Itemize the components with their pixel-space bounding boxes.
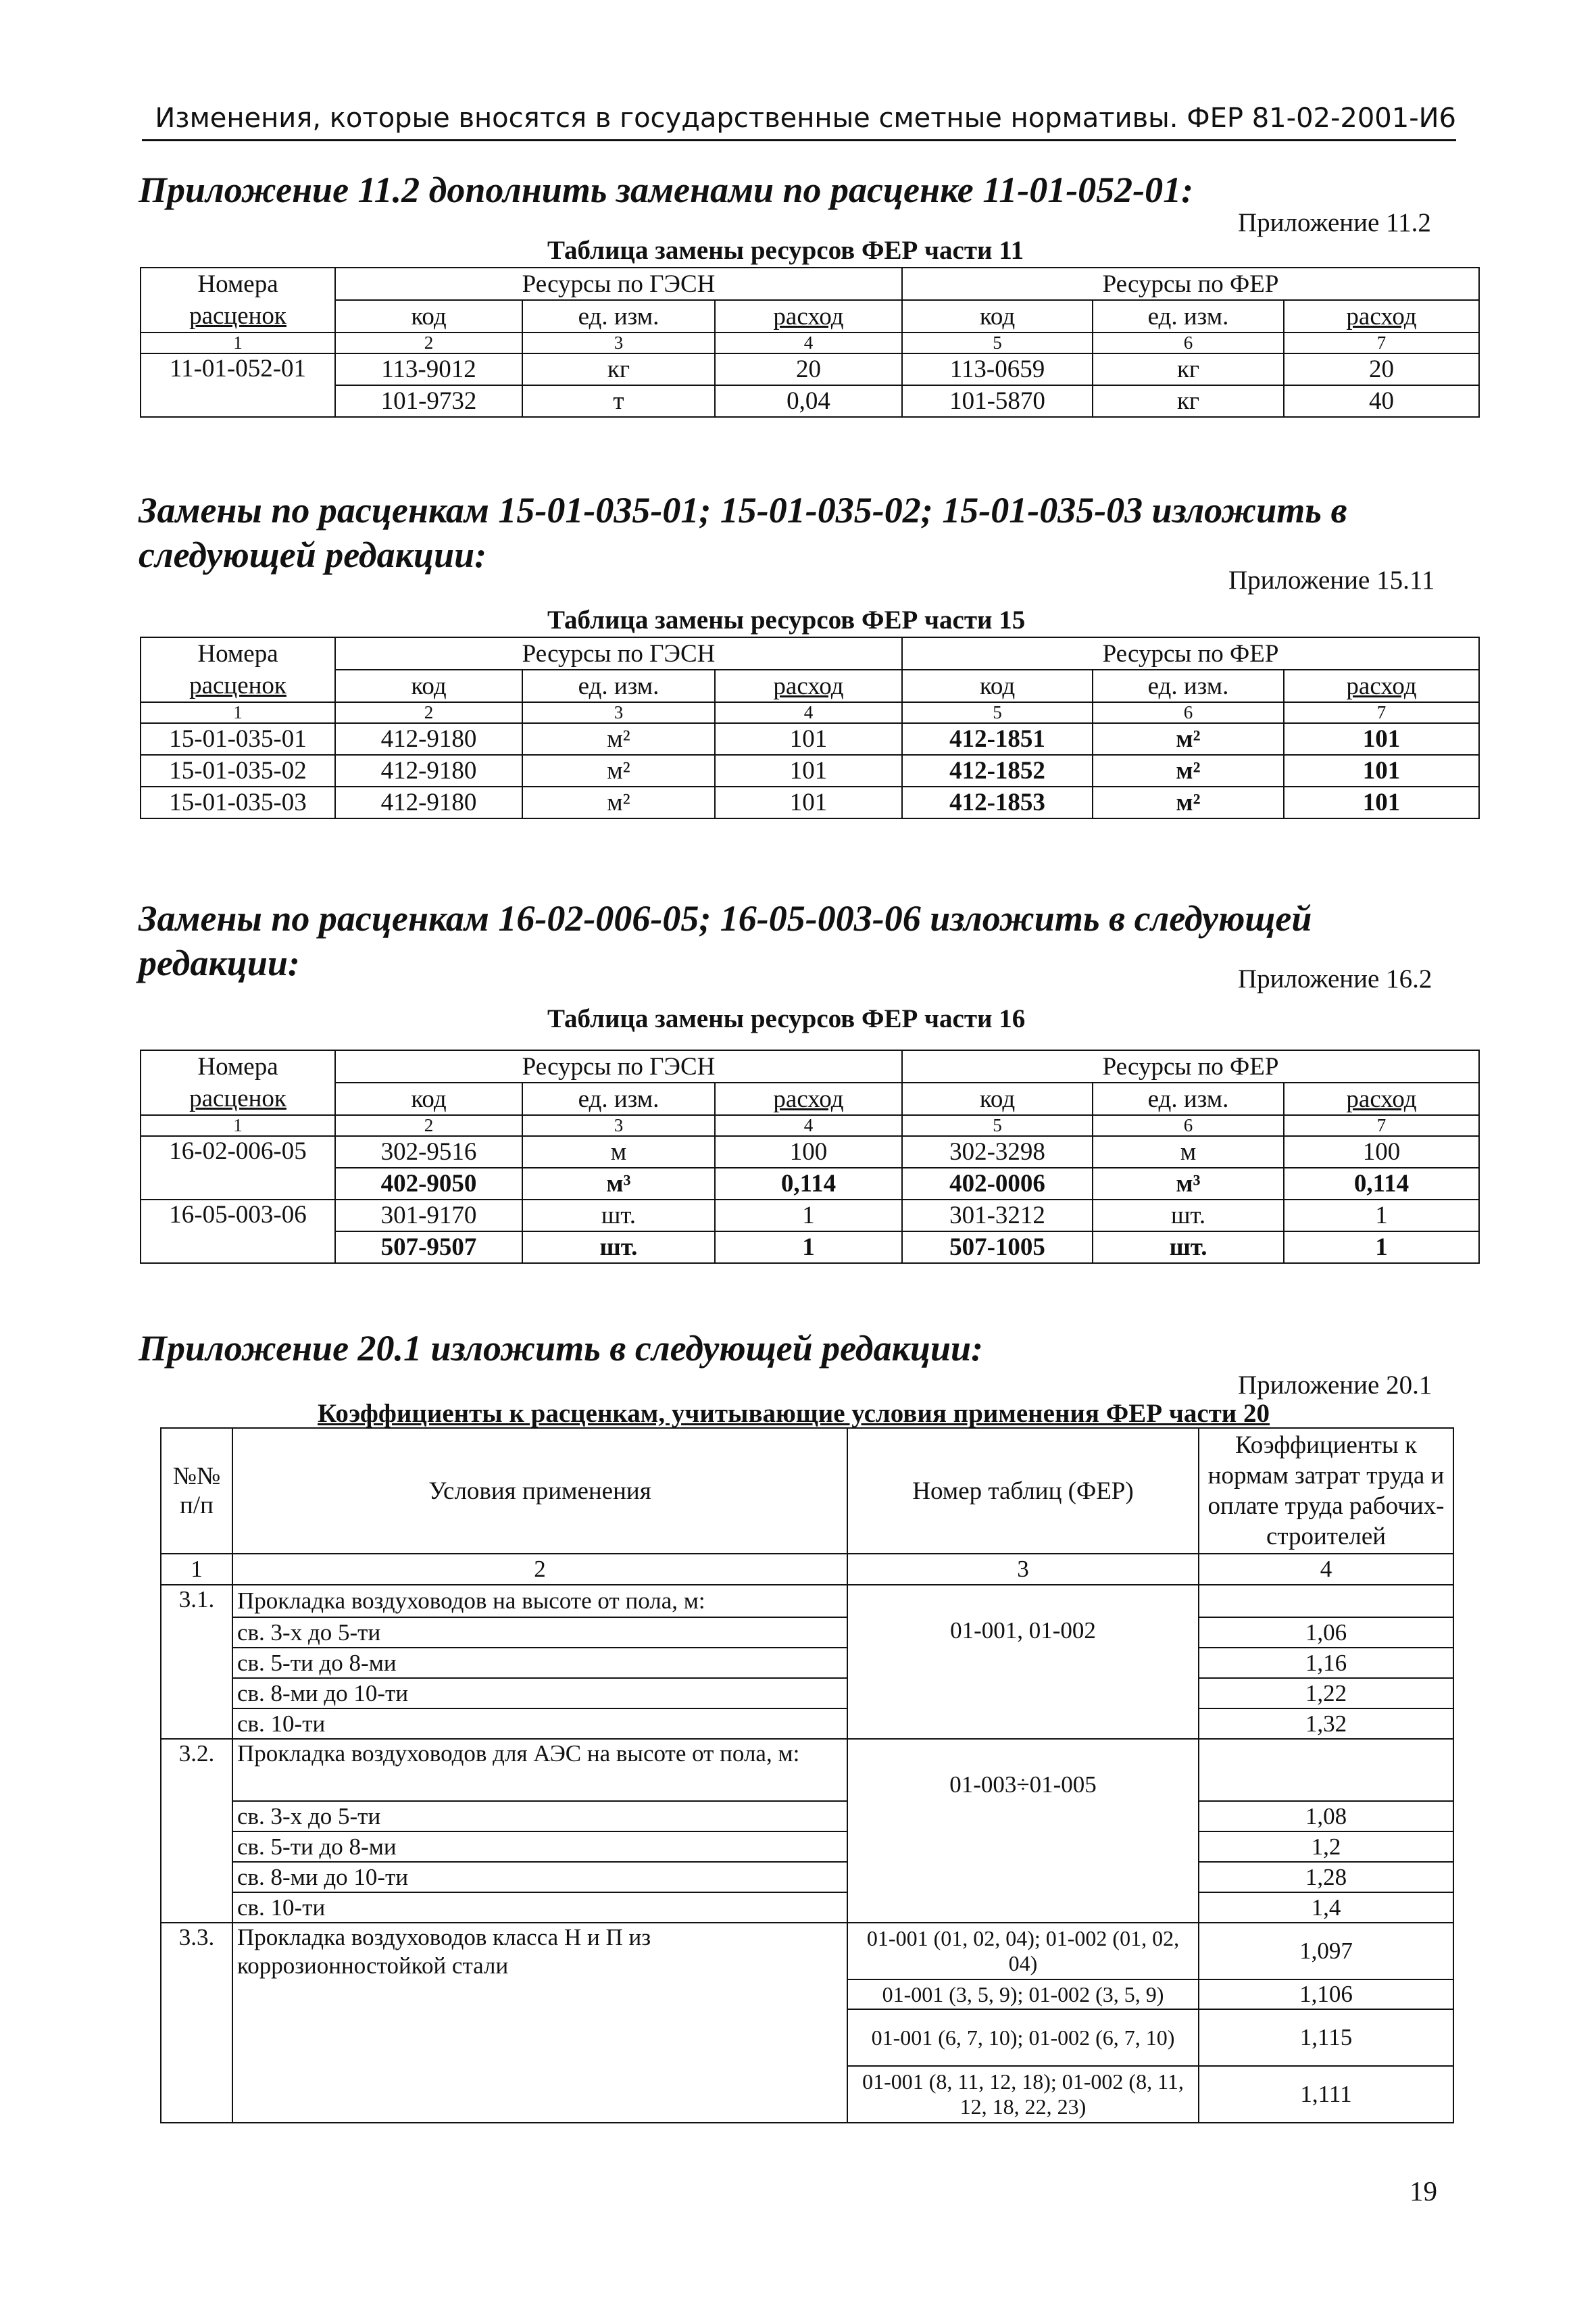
gesn-qty: 101: [715, 723, 902, 755]
condition-text: Прокладка воздуховодов для АЭС на высоте от пола, м:: [232, 1739, 847, 1801]
gesn-code: 301-9170: [335, 1200, 522, 1231]
gesn-code: 507-9507: [335, 1231, 522, 1263]
table-row: [141, 1136, 1479, 1168]
col-header-fer: Ресурсы по ФЕР: [902, 268, 1479, 300]
fer-qty: 101: [1284, 755, 1479, 787]
col-number: 3: [847, 1554, 1199, 1585]
coefficient-value: 1,06: [1199, 1617, 1453, 1648]
col-header-qty: расход: [1284, 670, 1479, 702]
col-header-number: Номера: [141, 637, 335, 670]
col-header-qty: расход: [1284, 300, 1479, 333]
table-title-16: Таблица замены ресурсов ФЕР части 16: [547, 1004, 1026, 1033]
fer-code: 113-0659: [902, 353, 1093, 385]
table-row: [141, 385, 1479, 417]
price-code: 15-01-035-03: [141, 787, 335, 818]
col-number: 1: [141, 702, 335, 723]
col-number: 5: [902, 333, 1093, 353]
fer-unit: шт.: [1093, 1200, 1284, 1231]
replacement-table-15: [140, 637, 1480, 819]
row-number: 3.3.: [161, 1923, 232, 2123]
col-header-fer: Ресурсы по ФЕР: [902, 637, 1479, 670]
fer-code: 412-1853: [902, 787, 1093, 818]
gesn-unit: т: [522, 385, 715, 417]
col-header-qty: расход: [715, 300, 902, 333]
fer-unit: м: [1093, 1136, 1284, 1168]
col-header-code: код: [902, 300, 1093, 333]
fer-unit: м³: [1093, 1168, 1284, 1200]
coefficient-value: 1,4: [1199, 1892, 1453, 1923]
price-code: 16-02-006-05: [141, 1136, 335, 1200]
condition-text: св. 5-ти до 8-ми: [232, 1648, 847, 1678]
col-number: 2: [335, 702, 522, 723]
price-code: 16-05-003-06: [141, 1200, 335, 1263]
fer-code: 412-1851: [902, 723, 1093, 755]
col-number: 2: [335, 1115, 522, 1136]
table-row: [141, 353, 1479, 385]
fer-qty: 101: [1284, 723, 1479, 755]
coefficient-value: 1,32: [1199, 1708, 1453, 1739]
section-heading-15: Замены по расценкам 15-01-035-01; 15-01-035-02; 15-01-035-03 изложить в следующей редакции:: [139, 490, 1347, 575]
coefficient-value: 1,22: [1199, 1678, 1453, 1708]
fer-unit: кг: [1093, 385, 1284, 417]
col-number: 4: [715, 333, 902, 353]
gesn-unit: шт.: [522, 1231, 715, 1263]
condition-text: св. 10-ти: [232, 1708, 847, 1739]
col-number: 6: [1093, 702, 1284, 723]
col-header-unit: ед. изм.: [522, 670, 715, 702]
table-row: [161, 1739, 1453, 1801]
coefficients-table-20: [160, 1427, 1454, 2123]
col-header-number-2: расценок: [141, 300, 335, 333]
replacement-table-16: [140, 1050, 1480, 1264]
price-code: 15-01-035-02: [141, 755, 335, 787]
gesn-qty: 20: [715, 353, 902, 385]
gesn-qty: 0,114: [715, 1168, 902, 1200]
annex-label-20-1: Приложение 20.1: [1238, 1371, 1432, 1400]
condition-text: св. 5-ти до 8-ми: [232, 1831, 847, 1862]
col-number: 1: [141, 1115, 335, 1136]
col-header-unit: ед. изм.: [522, 300, 715, 333]
fer-code: 302-3298: [902, 1136, 1093, 1168]
gesn-code: 402-9050: [335, 1168, 522, 1200]
col-header-code: код: [902, 670, 1093, 702]
col-header-gesn: Ресурсы по ГЭСН: [335, 637, 902, 670]
fer-table-numbers: 01-001 (8, 11, 12, 18); 01-002 (8, 11, 12, 18, 22, 23): [847, 2066, 1199, 2123]
section-heading-11-2: Приложение 11.2 дополнить заменами по расценке 11-01-052-01:: [139, 170, 1194, 210]
col-header-number-2: расценок: [141, 670, 335, 702]
table-row: [141, 1168, 1479, 1200]
fer-unit: м²: [1093, 787, 1284, 818]
col-number: 2: [335, 333, 522, 353]
col-header-code: код: [335, 1083, 522, 1115]
gesn-unit: м²: [522, 723, 715, 755]
fer-code: 402-0006: [902, 1168, 1093, 1200]
gesn-code: 302-9516: [335, 1136, 522, 1168]
coefficient-value: 1,2: [1199, 1831, 1453, 1862]
fer-code: 101-5870: [902, 385, 1093, 417]
col-number: 5: [902, 702, 1093, 723]
table-row: [141, 755, 1479, 787]
col-header-code: код: [902, 1083, 1093, 1115]
gesn-code: 101-9732: [335, 385, 522, 417]
table-row: [161, 1801, 1453, 1831]
condition-text: Прокладка воздуховодов на высоте от пола, м:: [232, 1585, 847, 1617]
coefficient-value: 1,111: [1199, 2066, 1453, 2123]
table-row: [161, 1585, 1453, 1617]
table-row: [161, 1708, 1453, 1739]
col-header-code: код: [335, 300, 522, 333]
fer-unit: м²: [1093, 723, 1284, 755]
fer-table-numbers: 01-003÷01-005: [847, 1739, 1199, 1923]
col-number: 4: [1199, 1554, 1453, 1585]
col-number: 6: [1093, 333, 1284, 353]
fer-code: 301-3212: [902, 1200, 1093, 1231]
coefficient-value: 1,106: [1199, 1979, 1453, 2009]
gesn-unit: кг: [522, 353, 715, 385]
table-row: [161, 1831, 1453, 1862]
condition-text: Прокладка воздуховодов класса Н и П из коррозионностойкой стали: [232, 1923, 847, 2123]
fer-qty: 40: [1284, 385, 1479, 417]
table-title-15: Таблица замены ресурсов ФЕР части 15: [547, 606, 1026, 635]
fer-unit: м²: [1093, 755, 1284, 787]
table-row: [161, 1892, 1453, 1923]
col-number: 7: [1284, 1115, 1479, 1136]
price-code: 11-01-052-01: [141, 353, 335, 417]
gesn-unit: м³: [522, 1168, 715, 1200]
fer-unit: кг: [1093, 353, 1284, 385]
annex-label-16-2: Приложение 16.2: [1238, 964, 1432, 993]
gesn-code: 113-9012: [335, 353, 522, 385]
col-header-gesn: Ресурсы по ГЭСН: [335, 1050, 902, 1083]
fer-table-numbers: 01-001, 01-002: [847, 1585, 1199, 1739]
table-title-11: Таблица замены ресурсов ФЕР части 11: [547, 236, 1024, 265]
section-heading-16: Замены по расценкам 16-02-006-05; 16-05-003-06 изложить в следующей редакции:: [139, 898, 1312, 983]
annex-label-15-11: Приложение 15.11: [1228, 566, 1435, 595]
condition-text: св. 8-ми до 10-ти: [232, 1862, 847, 1892]
condition-text: св. 3-х до 5-ти: [232, 1801, 847, 1831]
table-title-20: Коэффициенты к расценкам, учитывающие условия применения ФЕР части 20: [318, 1399, 1270, 1428]
col-header-number: Номера: [141, 1050, 335, 1083]
fer-qty: 1: [1284, 1200, 1479, 1231]
coefficient-value: 1,16: [1199, 1648, 1453, 1678]
section-heading-20-1: Приложение 20.1 изложить в следующей редакции:: [139, 1328, 984, 1369]
table-row: [161, 1678, 1453, 1708]
gesn-qty: 1: [715, 1231, 902, 1263]
fer-table-numbers: 01-001 (01, 02, 04); 01-002 (01, 02, 04): [847, 1923, 1199, 1979]
fer-table-numbers: 01-001 (3, 5, 9); 01-002 (3, 5, 9): [847, 1979, 1199, 2009]
gesn-qty: 1: [715, 1200, 902, 1231]
gesn-code: 412-9180: [335, 755, 522, 787]
col-number: 7: [1284, 702, 1479, 723]
col-number: 6: [1093, 1115, 1284, 1136]
coefficient-value: 1,115: [1199, 2009, 1453, 2066]
col-header-coefficients: Коэффициенты к нормам затрат труда и оплате труда рабочих-строителей: [1199, 1428, 1453, 1554]
row-number: 3.1.: [161, 1585, 232, 1739]
running-header: Изменения, которые вносятся в государственные сметные нормативы. ФЕР 81-02-2001-И6: [142, 99, 1456, 141]
table-row: [161, 1862, 1453, 1892]
col-header-number: Номера: [141, 268, 335, 300]
col-header-unit: ед. изм.: [1093, 300, 1284, 333]
col-header-qty: расход: [1284, 1083, 1479, 1115]
col-header-qty: расход: [715, 670, 902, 702]
fer-qty: 100: [1284, 1136, 1479, 1168]
gesn-code: 412-9180: [335, 787, 522, 818]
page-number: 19: [1410, 2175, 1437, 2207]
condition-text: св. 8-ми до 10-ти: [232, 1678, 847, 1708]
table-row: [141, 1200, 1479, 1231]
col-header-unit: ед. изм.: [1093, 670, 1284, 702]
gesn-qty: 100: [715, 1136, 902, 1168]
fer-code: 412-1852: [902, 755, 1093, 787]
fer-table-numbers: 01-001 (6, 7, 10); 01-002 (6, 7, 10): [847, 2009, 1199, 2066]
table-row: [141, 1231, 1479, 1263]
fer-unit: шт.: [1093, 1231, 1284, 1263]
col-header-fer: Ресурсы по ФЕР: [902, 1050, 1479, 1083]
gesn-qty: 101: [715, 755, 902, 787]
col-number: 3: [522, 333, 715, 353]
price-code: 15-01-035-01: [141, 723, 335, 755]
col-number: 1: [141, 333, 335, 353]
col-number: 1: [161, 1554, 232, 1585]
coefficient-value: 1,08: [1199, 1801, 1453, 1831]
col-header-no: №№ п/п: [161, 1428, 232, 1554]
fer-qty: 20: [1284, 353, 1479, 385]
condition-text: св. 10-ти: [232, 1892, 847, 1923]
table-row: [161, 1648, 1453, 1678]
condition-text: св. 3-х до 5-ти: [232, 1617, 847, 1648]
col-header-gesn: Ресурсы по ГЭСН: [335, 268, 902, 300]
col-header-table-numbers: Номер таблиц (ФЕР): [847, 1428, 1199, 1554]
gesn-code: 412-9180: [335, 723, 522, 755]
fer-qty: 1: [1284, 1231, 1479, 1263]
fer-code: 507-1005: [902, 1231, 1093, 1263]
gesn-qty: 0,04: [715, 385, 902, 417]
col-header-code: код: [335, 670, 522, 702]
col-header-number-2: расценок: [141, 1083, 335, 1115]
fer-qty: 101: [1284, 787, 1479, 818]
gesn-qty: 101: [715, 787, 902, 818]
col-number: 3: [522, 1115, 715, 1136]
col-number: 4: [715, 1115, 902, 1136]
gesn-unit: шт.: [522, 1200, 715, 1231]
gesn-unit: м²: [522, 787, 715, 818]
col-header-unit: ед. изм.: [522, 1083, 715, 1115]
col-header-conditions: Условия применения: [232, 1428, 847, 1554]
col-number: 4: [715, 702, 902, 723]
gesn-unit: м²: [522, 755, 715, 787]
coefficient-value: 1,28: [1199, 1862, 1453, 1892]
table-row: [161, 1617, 1453, 1648]
row-number: 3.2.: [161, 1739, 232, 1923]
replacement-table-11: [140, 267, 1480, 418]
table-row: [141, 723, 1479, 755]
col-header-unit: ед. изм.: [1093, 1083, 1284, 1115]
coefficient-value: [1199, 1585, 1453, 1617]
coefficient-value: [1199, 1739, 1453, 1801]
col-number: 7: [1284, 333, 1479, 353]
fer-qty: 0,114: [1284, 1168, 1479, 1200]
table-row: [141, 787, 1479, 818]
table-row: [161, 1923, 1453, 1979]
col-number: 3: [522, 702, 715, 723]
col-number: 5: [902, 1115, 1093, 1136]
coefficient-value: 1,097: [1199, 1923, 1453, 1979]
gesn-unit: м: [522, 1136, 715, 1168]
annex-label-11-2: Приложение 11.2: [1238, 208, 1431, 237]
col-number: 2: [232, 1554, 847, 1585]
col-header-qty: расход: [715, 1083, 902, 1115]
